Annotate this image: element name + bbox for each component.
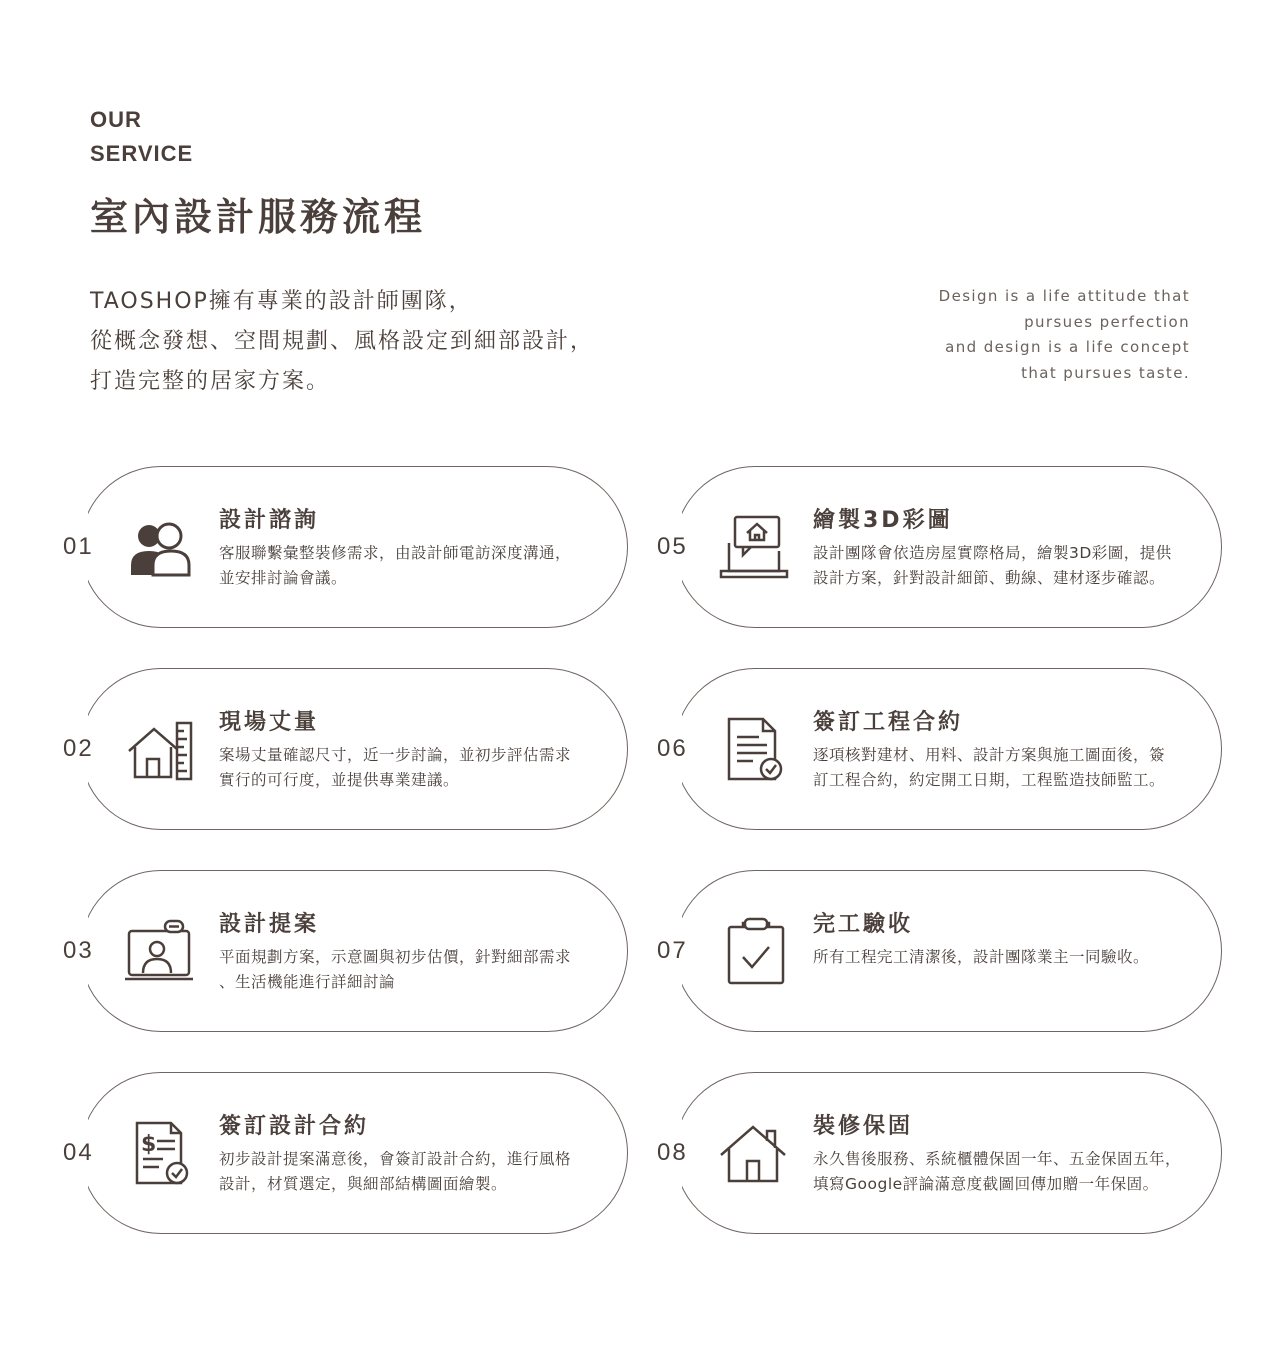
step-number-06: 06 xyxy=(657,735,688,762)
house-ruler-icon xyxy=(123,715,195,785)
step-card-06 xyxy=(674,668,1222,830)
step-description-line: 設計方案，針對設計細節、動線、建材逐步確認。 xyxy=(813,569,1166,587)
step-description xyxy=(813,743,1213,793)
page-title: 室內設計服務流程 xyxy=(90,194,427,239)
step-description-line: 實行的可行度，並提供專業建議。 xyxy=(219,771,460,789)
step-card-04 xyxy=(80,1072,628,1234)
step-description-line: 逐項核對建材、用料、設計方案與施工圖面後，簽 xyxy=(813,746,1166,764)
step-card-03 xyxy=(80,870,628,1032)
step-number-02: 02 xyxy=(63,735,94,762)
document-check-icon xyxy=(717,715,789,785)
step-card-01 xyxy=(80,466,628,628)
clipboard-check-icon xyxy=(717,917,789,987)
step-description xyxy=(219,743,619,793)
step-card-05 xyxy=(674,466,1222,628)
step-title: 現場丈量 xyxy=(219,710,320,735)
tagline-line-2: pursues perfection xyxy=(1024,312,1190,331)
tagline xyxy=(939,284,1190,386)
step-description xyxy=(219,1147,619,1197)
step-number-07: 07 xyxy=(657,937,688,964)
step-description-line: 設計，材質選定，與細部結構圖面繪製。 xyxy=(219,1175,508,1193)
step-card-08 xyxy=(674,1072,1222,1234)
step-number-01: 01 xyxy=(63,533,94,560)
step-description xyxy=(219,945,619,995)
step-description xyxy=(813,945,1213,970)
step-description-line: 訂工程合約，約定開工日期，工程監造技師監工。 xyxy=(813,771,1166,789)
step-description-line: 案場丈量確認尺寸，近一步討論，並初步評估需求 xyxy=(219,746,572,764)
eyebrow-line-2: SERVICE xyxy=(90,141,194,166)
step-description-line: 並安排討論會議。 xyxy=(219,569,348,587)
step-title: 繪製3D彩圖 xyxy=(813,508,953,533)
invoice-check-icon xyxy=(123,1119,195,1189)
step-description-line: 初步設計提案滿意後，會簽訂設計合約，進行風格 xyxy=(219,1150,572,1168)
users-icon xyxy=(123,513,195,583)
step-number-08: 08 xyxy=(657,1139,688,1166)
step-description-line: 平面規劃方案，示意圖與初步估價，針對細部需求 xyxy=(219,948,572,966)
step-title: 設計提案 xyxy=(219,912,320,937)
tagline-line-1: Design is a life attitude that xyxy=(938,287,1190,305)
laptop-house-icon xyxy=(717,513,789,583)
step-description xyxy=(813,1147,1213,1197)
video-call-icon xyxy=(123,917,195,987)
step-number-05: 05 xyxy=(657,533,688,560)
step-title: 設計諮詢 xyxy=(219,508,320,533)
step-description xyxy=(813,541,1213,591)
step-title: 完工驗收 xyxy=(813,912,914,937)
home-icon xyxy=(717,1119,789,1189)
step-description-line: 客服聯繫彙整裝修需求，由設計師電訪深度溝通， xyxy=(219,544,572,562)
svg-text:$: $ xyxy=(141,1132,157,1157)
step-description xyxy=(219,541,619,591)
step-description-line: 、生活機能進行詳細討論 xyxy=(219,973,396,991)
intro-text xyxy=(90,282,594,402)
step-description-line: 所有工程完工清潔後，設計團隊業主一同驗收。 xyxy=(813,948,1150,966)
step-description-line: 填寫Google評論滿意度截圖回傳加贈一年保固。 xyxy=(813,1175,1159,1193)
tagline-line-4: that pursues taste. xyxy=(1021,363,1190,382)
intro-line-3: 打造完整的居家方案。 xyxy=(90,369,331,394)
step-title: 簽訂設計合約 xyxy=(219,1114,370,1139)
tagline-line-3: and design is a life concept xyxy=(945,338,1190,356)
eyebrow-line-1: OUR xyxy=(90,107,142,132)
step-title: 裝修保固 xyxy=(813,1114,914,1139)
step-description-line: 設計團隊會依造房屋實際格局，繪製3D彩圖，提供 xyxy=(813,544,1172,562)
intro-line-2: 從概念發想、空間規劃、風格設定到細部設計， xyxy=(90,329,595,354)
intro-line-1: TAOSHOP擁有專業的設計師團隊， xyxy=(90,289,473,314)
step-title: 簽訂工程合約 xyxy=(813,710,964,735)
step-number-04: 04 xyxy=(63,1139,94,1166)
step-number-03: 03 xyxy=(63,937,94,964)
step-card-07 xyxy=(674,870,1222,1032)
step-card-02 xyxy=(80,668,628,830)
section-eyebrow xyxy=(90,103,193,171)
step-description-line: 永久售後服務、系統櫃體保固一年、五金保固五年， xyxy=(813,1150,1182,1168)
